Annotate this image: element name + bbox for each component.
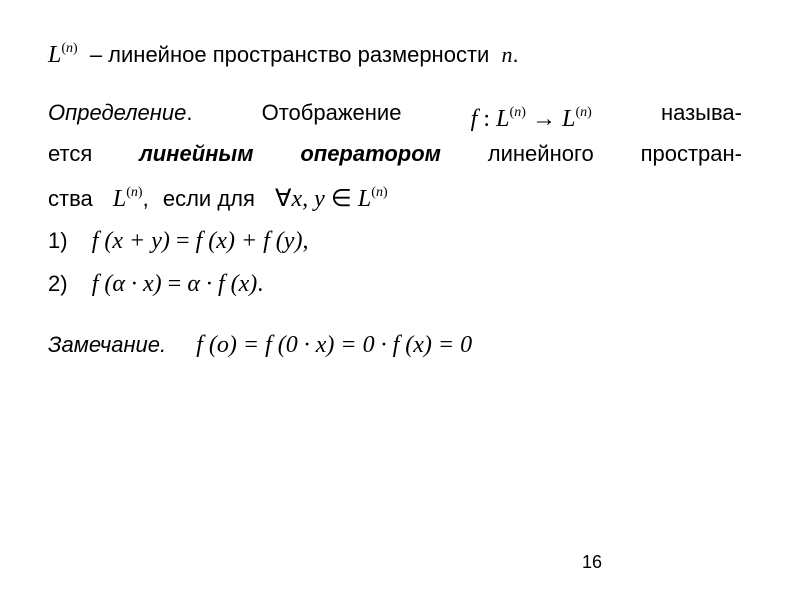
property-additivity: 1) f (x + y) = f (x) + f (y), xyxy=(48,228,309,254)
intro-text: – линейное пространство размерности xyxy=(89,42,490,67)
term-linear: линейным xyxy=(139,141,254,166)
element-of-icon: ∈ xyxy=(330,186,352,212)
term-operator: оператором xyxy=(300,141,441,166)
remark-line xyxy=(48,330,472,360)
property-homogeneity: 2) f (α · x) = α · f (x). xyxy=(48,271,264,297)
definition-line: Определение. Отображение f : $L^{(n)} \to L^{(n)}$ называ- xyxy=(48,100,742,132)
forall-icon: ∀ xyxy=(275,186,292,212)
definition-line-2: ется линейным оператором линейного простран- xyxy=(48,139,742,169)
property-number: 2) xyxy=(48,271,68,296)
arrow-icon: → xyxy=(532,106,556,132)
mapping-word: Отображение xyxy=(261,100,402,125)
dimension-superscript: n xyxy=(66,41,74,56)
hyphenated-word: называ- xyxy=(660,100,742,125)
page-number: 16 xyxy=(582,552,603,572)
dimension-var: n xyxy=(501,42,513,67)
definition-line-3: ства $L^{(n)}$, если для ∀x, y ∈ $L^{(n)}$ xyxy=(48,185,388,212)
space-symbol: L xyxy=(48,42,62,68)
property-number: 1) xyxy=(48,228,68,253)
intro-line: $L^{(n)}$ – линейное пространство размерности n. xyxy=(48,41,519,68)
definition-label: Определение xyxy=(48,100,187,125)
remark-label: Замечание. xyxy=(48,332,167,357)
mapping-formula: f : $L^{(n)} \to L^{(n)}$ xyxy=(470,105,592,132)
remark-formula: f (o) = f (0 · x) = 0 · f (x) = 0 xyxy=(196,332,473,358)
